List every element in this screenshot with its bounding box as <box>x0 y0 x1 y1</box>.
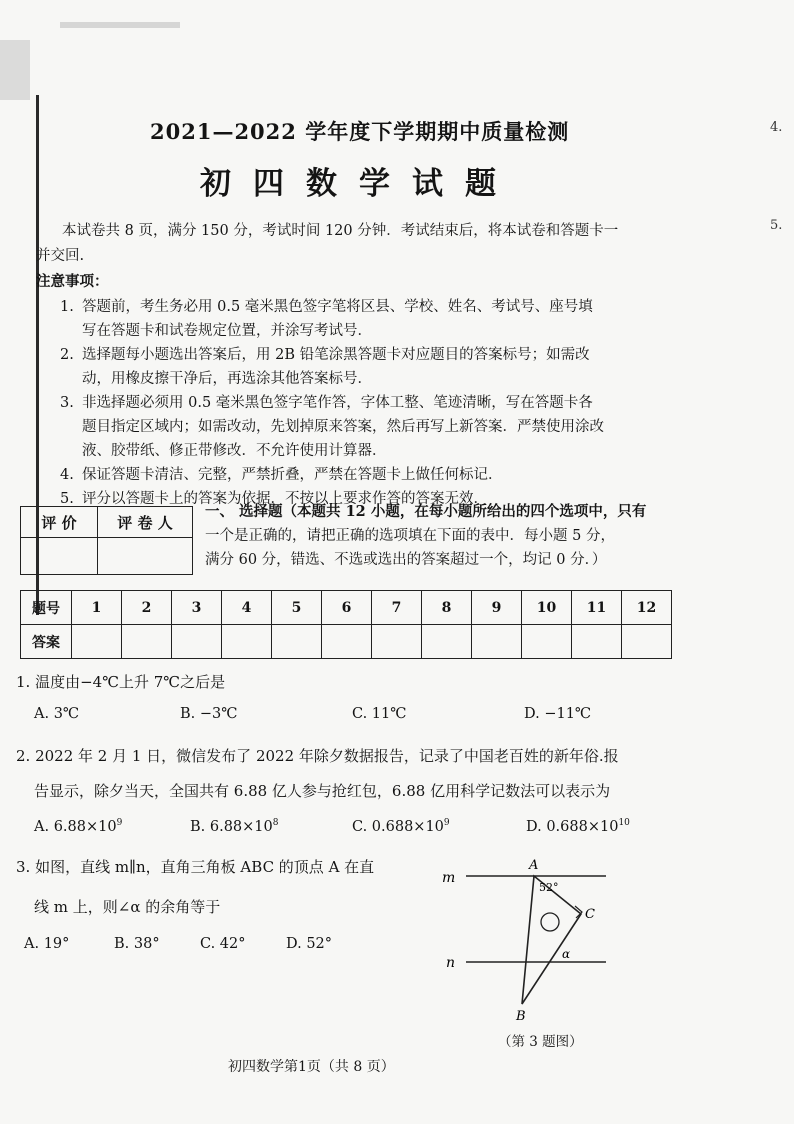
answer-table-number-row <box>21 591 672 625</box>
label-b: B <box>516 1009 526 1024</box>
answer-cell[interactable] <box>122 625 172 659</box>
question-number-cell: 8 <box>422 591 472 625</box>
answer-cell[interactable] <box>572 625 622 659</box>
question-number-cell: 9 <box>472 591 522 625</box>
question-number-cell: 6 <box>322 591 372 625</box>
answer-cell[interactable] <box>372 625 422 659</box>
margin-mark-4: 4. <box>770 120 783 135</box>
triangle-figure <box>436 852 636 1030</box>
q1-option-b: B. −3℃ <box>180 706 238 722</box>
question-number-cell: 3 <box>172 591 222 625</box>
notice-1-cont: 写在答题卡和试卷规定位置，并涂写考试号． <box>82 323 372 339</box>
exam-title: 2021—2022 学年度下学期期中质量检测 <box>150 119 570 144</box>
row-label-answer: 答案 <box>21 625 72 659</box>
intro-line-1: 本试卷共 8 页，满分 150 分，考试时间 120 分钟．考试结束后，将本试卷和答题卡一 <box>62 223 619 239</box>
eval-header-score: 评 价 <box>21 507 98 538</box>
answer-cell[interactable] <box>172 625 222 659</box>
section-1-instructions <box>205 500 665 572</box>
question-number-cell: 1 <box>72 591 122 625</box>
answer-cell[interactable] <box>272 625 322 659</box>
figure-3-caption: （第 3 题图） <box>498 1034 583 1050</box>
q1-option-c: C. 11℃ <box>352 706 407 722</box>
q2-option-b: B. $6.88\times 10^8$ <box>190 818 279 835</box>
page-footer: 初四数学第1页（共 8 页） <box>228 1059 395 1075</box>
question-number-cell: 11 <box>572 591 622 625</box>
answer-cell[interactable] <box>322 625 372 659</box>
notice-4: 4. 保证答题卡清洁、完整，严禁折叠，严禁在答题卡上做任何标记． <box>60 467 503 483</box>
question-3-stem-1: 3. 如图，直线 m∥n，直角三角板 ABC 的顶点 A 在直 <box>16 858 375 876</box>
eval-grader-cell[interactable] <box>98 538 193 575</box>
answer-cell[interactable] <box>222 625 272 659</box>
scan-shadow <box>0 40 30 100</box>
answer-cell[interactable] <box>622 625 672 659</box>
answer-cell[interactable] <box>422 625 472 659</box>
eval-header-grader: 评 卷 人 <box>98 507 193 538</box>
answer-cell[interactable] <box>72 625 122 659</box>
label-n: n <box>446 955 456 971</box>
q1-option-a: A. 3℃ <box>34 706 80 722</box>
question-2-stem-2: 告显示，除夕当天，全国共有 6.88 亿人参与抢红包，6.88 亿用科学记数法可以表示为 <box>34 782 611 800</box>
q2-option-a: A. $6.88\times 10^9$ <box>34 818 123 835</box>
label-c: C <box>585 907 595 922</box>
notice-5: 5. 评分以答题卡上的答案为依据．不按以上要求作答的答案无效． <box>60 491 488 507</box>
answer-cell[interactable] <box>522 625 572 659</box>
notice-2-cont: 动，用橡皮擦干净后，再选涂其他答案标号． <box>82 371 372 387</box>
row-label-number: 题号 <box>21 591 72 625</box>
triangle-hole <box>541 913 559 931</box>
q2-option-d: D. $0.688\times 10^{10}$ <box>526 818 630 835</box>
notice-1: 1. 答题前，考生务必用 0.5 毫米黑色签字笔将区县、学校、姓名、考试号、座号填 <box>60 299 593 315</box>
evaluation-table <box>20 506 193 575</box>
answer-cell[interactable] <box>472 625 522 659</box>
section-1-line-3: 满分 60 分，错选、不选或选出的答案超过一个，均记 0 分．） <box>205 552 607 568</box>
notice-2: 2. 选择题每小题选出答案后，用 2B 铅笔涂黑答题卡对应题目的答案标号；如需改 <box>60 347 590 363</box>
triangle-abc <box>522 876 581 1004</box>
q3-option-b: B. 38° <box>114 936 160 952</box>
question-3-stem-2: 线 m 上，则∠α 的余角等于 <box>34 898 221 916</box>
question-number-cell: 2 <box>122 591 172 625</box>
section-1-line-1: 一、 选择题（本题共 12 小题，在每小题所给出的四个选项中，只有 <box>205 503 647 520</box>
label-angle-52: 52° <box>539 881 559 894</box>
notice-heading: 注意事项： <box>36 273 109 290</box>
label-alpha: α <box>562 947 571 961</box>
label-m: m <box>442 870 456 886</box>
q2-option-c: C. $0.688\times 10^9$ <box>352 818 450 835</box>
answer-table <box>20 590 672 659</box>
scan-shadow-top <box>60 22 180 28</box>
label-a: A <box>529 858 539 873</box>
section-1-line-2: 一个是正确的，请把正确的选项填在下面的表中．每小题 5 分， <box>205 528 615 544</box>
question-number-cell: 4 <box>222 591 272 625</box>
question-number-cell: 12 <box>622 591 672 625</box>
margin-mark-5: 5. <box>770 218 783 233</box>
question-number-cell: 7 <box>372 591 422 625</box>
notice-3-cont2: 液、胶带纸、修正带修改．不允许使用计算器． <box>82 443 387 459</box>
q3-option-d: D. 52° <box>286 936 333 952</box>
q3-option-c: C. 42° <box>200 936 246 952</box>
question-1-stem: 1. 温度由−4℃上升 7℃之后是 <box>16 673 226 691</box>
notice-3: 3. 非选择题必须用 0.5 毫米黑色签字笔作答，字体工整、笔迹清晰，写在答题卡各 <box>60 395 593 411</box>
question-number-cell: 10 <box>522 591 572 625</box>
q1-option-d: D. −11℃ <box>524 706 592 722</box>
q3-option-a: A. 19° <box>24 936 70 952</box>
answer-table-answer-row <box>21 625 672 659</box>
question-2-stem-1: 2. 2022 年 2 月 1 日，微信发布了 2022 年除夕数据报告，记录了中国老百姓的新年俗.报 <box>16 747 619 765</box>
intro-line-2: 并交回. <box>36 248 85 264</box>
question-number-cell: 5 <box>272 591 322 625</box>
subject-title: 初四数学试题 <box>200 166 518 202</box>
eval-score-cell[interactable] <box>21 538 98 575</box>
notice-3-cont: 题目指定区域内；如需改动，先划掉原来答案，然后再写上新答案．严禁使用涂改 <box>82 419 604 435</box>
